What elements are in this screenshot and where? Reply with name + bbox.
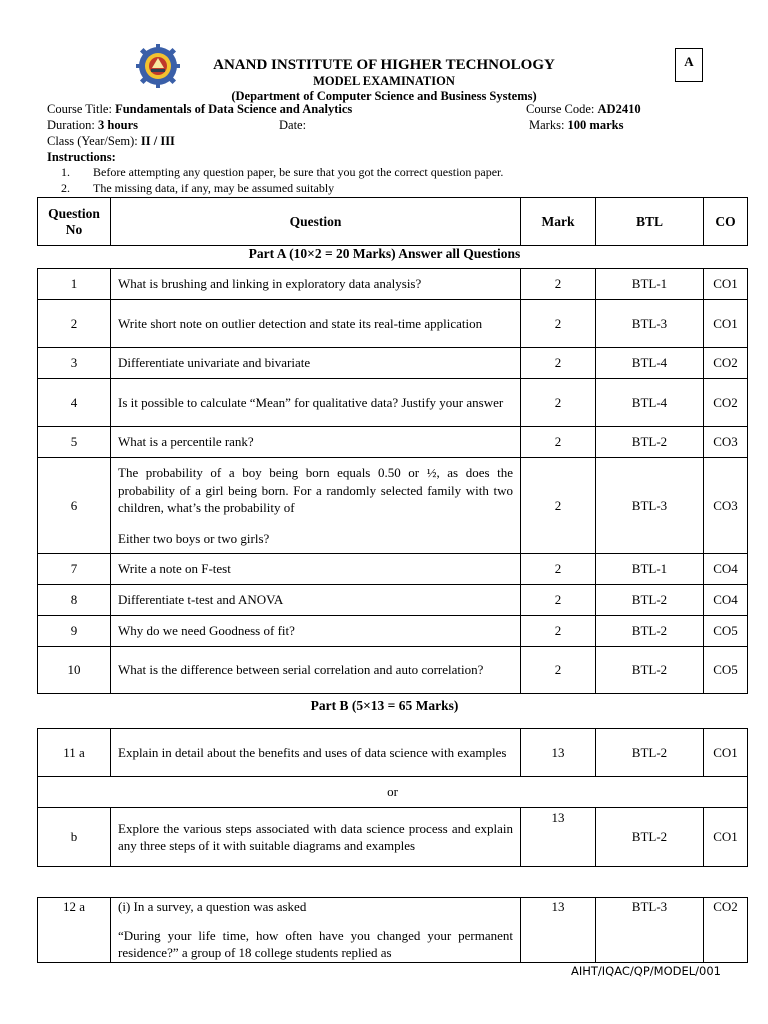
- question-no: 4: [38, 379, 111, 427]
- table-row: [38, 616, 748, 647]
- question-text: Write a note on F-test: [111, 554, 521, 585]
- question-text: Differentiate t-test and ANOVA: [111, 585, 521, 616]
- table-row: [38, 348, 748, 379]
- header-question: Question: [111, 198, 521, 246]
- instruction-1-num: 1.: [61, 165, 70, 179]
- marks: [529, 118, 623, 133]
- instruction-2-num: 2.: [61, 181, 70, 195]
- question-co: CO1: [704, 808, 748, 867]
- question-no: 3: [38, 348, 111, 379]
- question-mark: 2: [521, 379, 596, 427]
- question-text: What is the difference between serial correlation and auto correlation?: [111, 647, 521, 694]
- question-mark: 2: [521, 269, 596, 300]
- question-text-continued: Either two boys or two girls?: [118, 530, 270, 546]
- part-b-title: Part B (5×13 = 65 Marks): [310, 698, 459, 713]
- header-btl: BTL: [596, 198, 704, 246]
- instructions-title: Instructions:: [47, 150, 116, 164]
- question-cell: [111, 458, 521, 554]
- question-text: Differentiate univariate and bivariate: [111, 348, 521, 379]
- header-question-no-line1: Question: [48, 205, 100, 221]
- course-code-value: AD2410: [597, 102, 641, 116]
- question-mark: 2: [521, 427, 596, 458]
- question-btl: BTL-2: [596, 427, 704, 458]
- question-btl: BTL-1: [596, 269, 704, 300]
- question-co: CO1: [704, 729, 748, 777]
- question-btl: BTL-4: [596, 379, 704, 427]
- question-no: 10: [38, 647, 111, 694]
- header-question-no: [38, 198, 111, 246]
- question-btl: BTL-3: [596, 300, 704, 348]
- question-no: 9: [38, 616, 111, 647]
- question-text: Why do we need Goodness of fit?: [111, 616, 521, 647]
- duration-value: 3 hours: [98, 118, 138, 132]
- part-a-title: Part A (10×2 = 20 Marks) Answer all Questions: [248, 246, 521, 261]
- question-co: CO5: [704, 616, 748, 647]
- document-code-footer: AIHT/IQAC/QP/MODEL/001: [570, 964, 721, 978]
- part-b-table-q12: [37, 897, 748, 963]
- table-row: [38, 898, 748, 963]
- question-table-header: [37, 197, 748, 246]
- table-row: [38, 647, 748, 694]
- question-btl: BTL-2: [596, 585, 704, 616]
- question-text: What is brushing and linking in exploratory data analysis?: [111, 269, 521, 300]
- question-mark: 2: [521, 647, 596, 694]
- table-row: [38, 554, 748, 585]
- department-name: (Department of Computer Science and Business Systems): [231, 89, 537, 103]
- question-mark: 2: [521, 554, 596, 585]
- question-co: CO2: [704, 379, 748, 427]
- question-text: What is a percentile rank?: [111, 427, 521, 458]
- header-co: CO: [704, 198, 748, 246]
- question-co: CO2: [704, 898, 748, 963]
- question-mark: 2: [521, 585, 596, 616]
- question-no: 6: [38, 458, 111, 554]
- question-co: CO4: [704, 585, 748, 616]
- or-separator: or: [38, 777, 748, 808]
- question-text: Explore the various steps associated with data science process and explain any three steps of it with suitable diagrams and examples: [111, 808, 521, 867]
- marks-label: Marks:: [529, 118, 568, 132]
- question-btl: BTL-3: [596, 898, 704, 963]
- class-year-sem: [47, 134, 175, 149]
- question-co: CO4: [704, 554, 748, 585]
- question-cell: [111, 898, 521, 963]
- question-text: Explain in detail about the benefits and uses of data science with examples: [111, 729, 521, 777]
- table-row: [38, 729, 748, 777]
- marks-value: 100 marks: [567, 118, 624, 132]
- part-b-table-q11: [37, 728, 748, 867]
- table-row: [38, 427, 748, 458]
- question-co: CO3: [704, 427, 748, 458]
- question-text: Write short note on outlier detection and state its real-time application: [111, 300, 521, 348]
- question-set-box: A: [675, 48, 703, 82]
- question-mark: 13: [521, 729, 596, 777]
- instruction-2-text: The missing data, if any, may be assumed suitably: [93, 181, 335, 195]
- question-mark: 2: [521, 616, 596, 647]
- question-no: 1: [38, 269, 111, 300]
- question-btl: BTL-1: [596, 554, 704, 585]
- question-co: CO3: [704, 458, 748, 554]
- course-title-label: Course Title:: [47, 102, 116, 116]
- header-mark: Mark: [521, 198, 596, 246]
- question-mark: 13: [521, 808, 596, 867]
- instruction-1-text: Before attempting any question paper, be sure that you got the correct question paper.: [93, 165, 504, 179]
- question-text: The probability of a boy being born equals 0.50 or ½, as does the probability of a girl being born. For a randomly selected family with two children, what’s the probability of: [118, 465, 513, 515]
- course-code: [526, 102, 641, 117]
- question-text: (i) In a survey, a question was asked: [118, 899, 307, 914]
- question-co: CO1: [704, 269, 748, 300]
- table-row: [38, 585, 748, 616]
- date-label: Date:: [279, 118, 307, 132]
- question-co: CO5: [704, 647, 748, 694]
- question-text: Is it possible to calculate “Mean” for qualitative data? Justify your answer: [111, 379, 521, 427]
- question-btl: BTL-4: [596, 348, 704, 379]
- or-row: [38, 777, 748, 808]
- question-co: CO2: [704, 348, 748, 379]
- table-row: [38, 269, 748, 300]
- course-title-value: Fundamentals of Data Science and Analytics: [115, 102, 353, 116]
- exam-title: MODEL EXAMINATION: [313, 74, 455, 88]
- course-title: [47, 102, 352, 117]
- question-co: CO1: [704, 300, 748, 348]
- question-no: 11 a: [38, 729, 111, 777]
- duration-label: Duration:: [47, 118, 99, 132]
- question-btl: BTL-2: [596, 616, 704, 647]
- question-btl: BTL-3: [596, 458, 704, 554]
- part-a-table: [37, 268, 748, 694]
- table-row: [38, 458, 748, 554]
- question-mark: 13: [521, 898, 596, 963]
- duration: [47, 118, 138, 133]
- question-no: 8: [38, 585, 111, 616]
- class-label: Class (Year/Sem):: [47, 134, 141, 148]
- question-no: 5: [38, 427, 111, 458]
- institute-name: ANAND INSTITUTE OF HIGHER TECHNOLOGY: [213, 57, 555, 73]
- question-btl: BTL-2: [596, 647, 704, 694]
- table-row: [38, 300, 748, 348]
- question-text-continued: “During your life time, how often have you changed your permanent residence?” a group of 18 college students replied as: [118, 927, 513, 960]
- course-code-label: Course Code:: [526, 102, 598, 116]
- question-btl: BTL-2: [596, 729, 704, 777]
- question-mark: 2: [521, 300, 596, 348]
- question-mark: 2: [521, 458, 596, 554]
- question-no: b: [38, 808, 111, 867]
- class-value: II / III: [140, 134, 175, 148]
- question-no: 2: [38, 300, 111, 348]
- question-mark: 2: [521, 348, 596, 379]
- header-question-no-line2: No: [65, 221, 83, 237]
- question-no: 12 a: [38, 898, 111, 963]
- table-row: [38, 379, 748, 427]
- table-row: [38, 808, 748, 867]
- question-btl: BTL-2: [596, 808, 704, 867]
- question-no: 7: [38, 554, 111, 585]
